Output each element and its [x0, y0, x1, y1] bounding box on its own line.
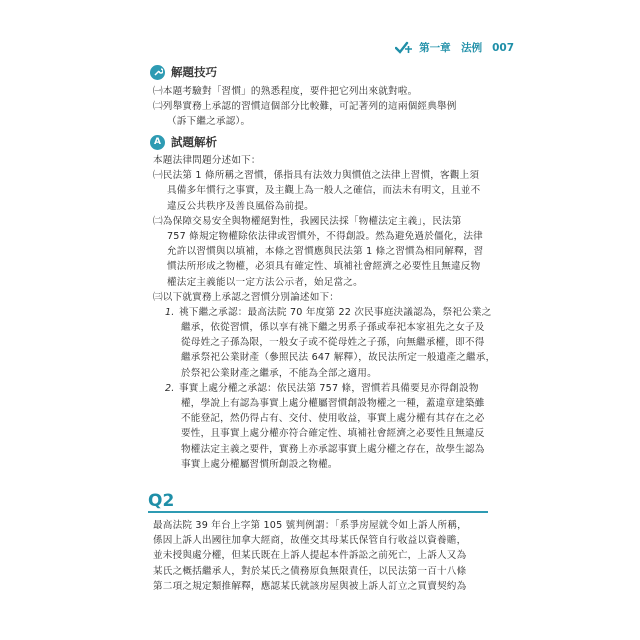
analysis-body [153, 153, 496, 472]
q2-line: 第二項之規定類推解釋，應認某氏就該房屋與被上訴人訂立之買賣契約為 [153, 580, 467, 592]
item1-number: 1. [165, 306, 175, 318]
tips-line: （訴下繼之承認）。 [167, 116, 251, 128]
q2-line: 係因上訴人出國往加拿大經商，故僅交其母某氏保管自行收益以資養贍， [153, 535, 467, 547]
item1-line: 從母姓之子孫為限，一般女子或不從母姓之子孫，向無繼承權，即不得 [181, 337, 485, 349]
analysis-heading [150, 134, 217, 150]
analysis-line: ㈢以下就實務上承認之習慣分別論述如下： [153, 291, 340, 303]
page-header [395, 40, 514, 55]
analysis-line: 權法定主義能以一定方法公示者，始足當之。 [167, 276, 363, 288]
analysis-line: 慣法所形成之物權，必須具有確定性、填補社會經濟之必要性且無違反物 [167, 261, 481, 273]
analysis-line: 本題法律問題分述如下： [153, 155, 261, 166]
scale-check-icon [395, 41, 413, 55]
item2-line: 事實上處分權屬習慣所創設之物權。 [181, 458, 338, 470]
analysis-badge-icon: A [150, 135, 165, 150]
analysis-line: 具備多年慣行之事實，及主觀上為一般人之確信，而法未有明文，且並不 [167, 185, 481, 197]
item2-line: 不能登記，然仍得占有、交付、使用收益，事實上處分權有其存在之必 [181, 413, 485, 425]
q2-divider [148, 511, 488, 513]
analysis-line: ㈡為保障交易安全與物權絕對性，我國民法採「物權法定主義」，民法第 [153, 215, 462, 227]
question-2-header [148, 491, 488, 511]
q2-line: 最高法院 39 年台上字第 105 號判例謂：「系爭房屋就令如上訴人所稱， [153, 520, 467, 531]
item2-line [153, 381, 485, 396]
tips-line: ㈡列舉實務上承認的習慣這個部分比較難，可記著列的這兩個經典舉例 [153, 101, 457, 113]
item2-number: 2. [165, 382, 175, 394]
item2-line: 物權法定主義之要件，實務上亦承認事實上處分權之存在，故學生認為 [181, 443, 485, 455]
wrench-icon [150, 65, 165, 80]
analysis-title: 試題解析 [171, 135, 217, 149]
item2-line: 要性，且事實上處分權亦符合確定性、填補社會經濟之必要性且無違反 [181, 428, 485, 440]
tips-body [153, 84, 485, 130]
tips-heading [150, 64, 217, 80]
item1-line [153, 305, 492, 320]
tips-line: ㈠本題考驗對「習慣」的熟悉程度，要件把它列出來就對啦。 [153, 86, 418, 97]
item2-line: 權，學說上有認為事實上處分權屬習慣創設物權之一種，蓋違章建築雖 [181, 398, 485, 409]
q2-line: 並未授與處分權，但某氏既在上訴人提起本件訴訟之前死亡，上訴人又為 [153, 550, 467, 562]
item1-text: 祧下繼之承認：最高法院 70 年度第 22 次民事庭決議認為，祭祀公業之 [179, 306, 492, 318]
chapter-title: 第一章 法例 [419, 42, 483, 54]
analysis-line: ㈠民法第 1 條所稱之習慣，係指具有法效力與慣值之法律上習慣，客觀上須 [153, 170, 480, 182]
item1-line: 繼承，依從習慣，係以享有祧下繼之男系子孫或奉祀本家祖先之女子及 [181, 322, 485, 334]
q2-line: 某氏之概括繼承人，對於某氏之債務原負無限責任，以民法第一百十八條 [153, 565, 467, 577]
q2-label: Q2 [148, 491, 175, 511]
item2-text: 事實上處分權之承認：依民法第 757 條，習慣若具備要見亦得創設物 [179, 382, 479, 394]
analysis-line: 違反公共秩序及善良風俗為前提。 [167, 200, 314, 212]
analysis-line: 757 條規定物權除依法律或習慣外，不得創設。然為避免過於僵化，法律 [167, 230, 483, 242]
analysis-line: 允許以習慣與以填補，本條之習慣應與民法第 1 條之習慣為相同解釋，習 [167, 246, 484, 258]
tips-title: 解題技巧 [171, 65, 217, 79]
q2-body [153, 518, 485, 594]
item1-line: 繼承祭祀公業財產（參照民法 647 解釋），故民法所定一般遺產之繼承， [181, 352, 496, 364]
page-number: 007 [492, 41, 514, 54]
item1-line: 於祭祀公業財產之繼承，不能為全部之適用。 [181, 367, 377, 379]
